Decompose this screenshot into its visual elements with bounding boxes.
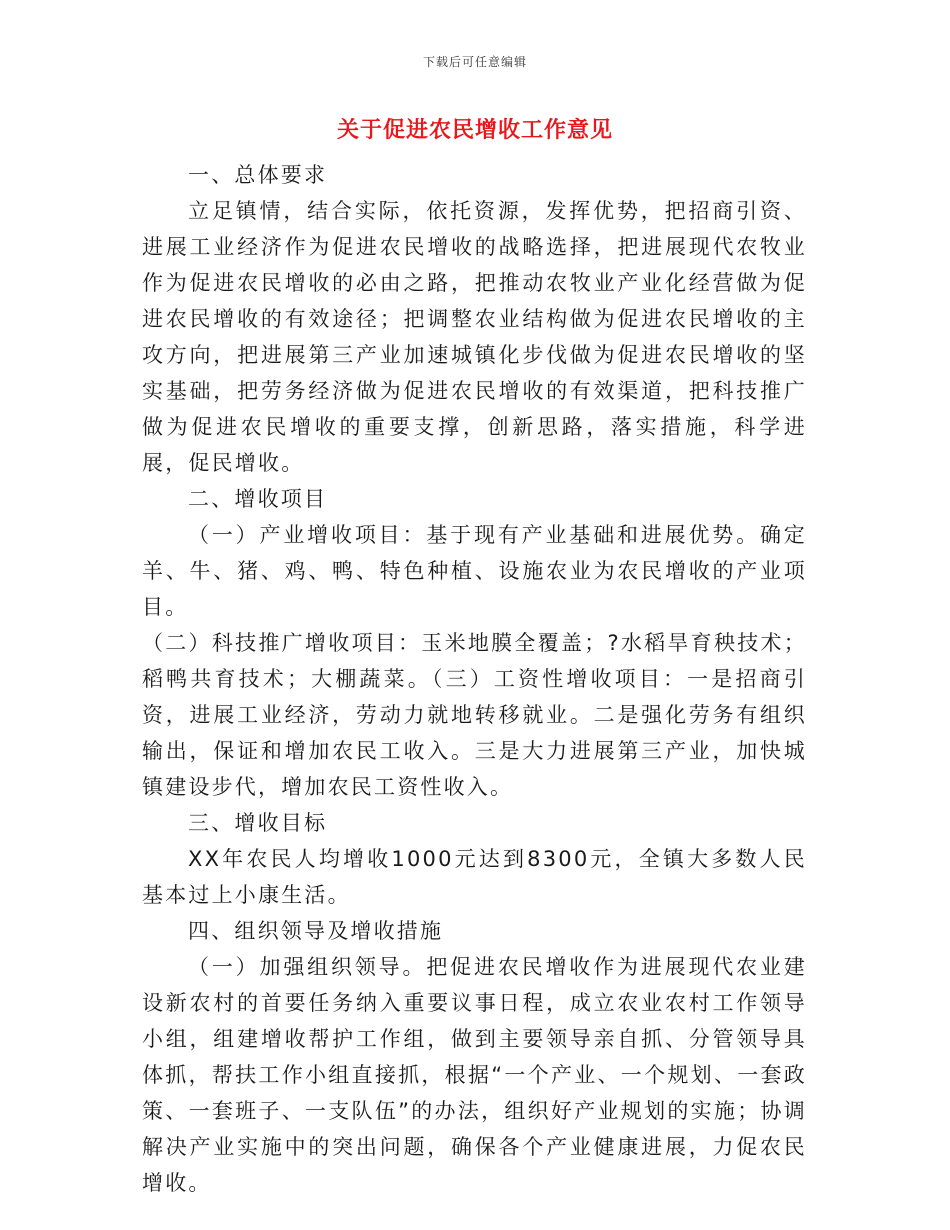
paragraph-organization-leadership: （一）加强组织领导。把促进农民增收作为进展现代农业建设新农村的首要任务纳入重要议事日程，成立农业农村工作领导小组，组建增收帮护工作组，做到主要领导亲自抓、分管领导具体抓，帮扶工作小组直接抓，根据“一个产业、一个规划、一套政策、一套班子、一支队伍”的办法，组织好产业规划的实施；协调解决产业实施中的突出问题，确保各个产业健康进展，力促农民增收。 — [142, 955, 807, 1195]
paragraph-tech-and-wage-projects: （二）科技推广增收项目：玉米地膜全覆盖；?水稻旱育秧技术；稻鸭共育技术；大棚蔬菜。（三）工资性增收项目：一是招商引资，进展工业经济，劳动力就地转移就业。二是强化劳务有组织输出，保证和增加农民工收入。三是大力进展第三产业，加快城镇建设步代，增加农民工资性收入。 — [142, 631, 807, 799]
section-heading-organization-measures: 四、组织领导及增收措施 — [188, 919, 444, 943]
paragraph-income-targets: XX年农民人均增收1000元达到8300元，全镇大多数人民基本过上小康生活。 — [142, 847, 807, 907]
section-heading-overall-requirements: 一、总体要求 — [188, 163, 328, 187]
paragraph-overall-requirements: 立足镇情，结合实际，依托资源，发挥优势，把招商引资、进展工业经济作为促进农民增收的战略选择，把进展现代农牧业作为促进农民增收的必由之路，把推动农牧业产业化经营做为促进农民增收的有效途径；把调整农业结构做为促进农民增收的主攻方向，把进展第三产业加速城镇化步伐做为促进农民增收的坚实基础，把劳务经济做为促进农民增收的有效渠道，把科技推广做为促进农民增收的重要支撑，创新思路，落实措施，科学进展，促民增收。 — [142, 199, 807, 475]
section-heading-income-targets: 三、增收目标 — [188, 811, 328, 835]
document-title: 关于促进农民增收工作意见 — [336, 118, 613, 143]
paragraph-industry-projects: （一）产业增收项目：基于现有产业基础和进展优势。确定羊、牛、猪、鸡、鸭、特色种植、设施农业为农民增收的产业项目。 — [142, 523, 807, 619]
section-heading-income-projects: 二、增收项目 — [188, 487, 328, 511]
document-body — [142, 157, 807, 1201]
running-header: 下载后可任意编辑 — [422, 55, 527, 69]
